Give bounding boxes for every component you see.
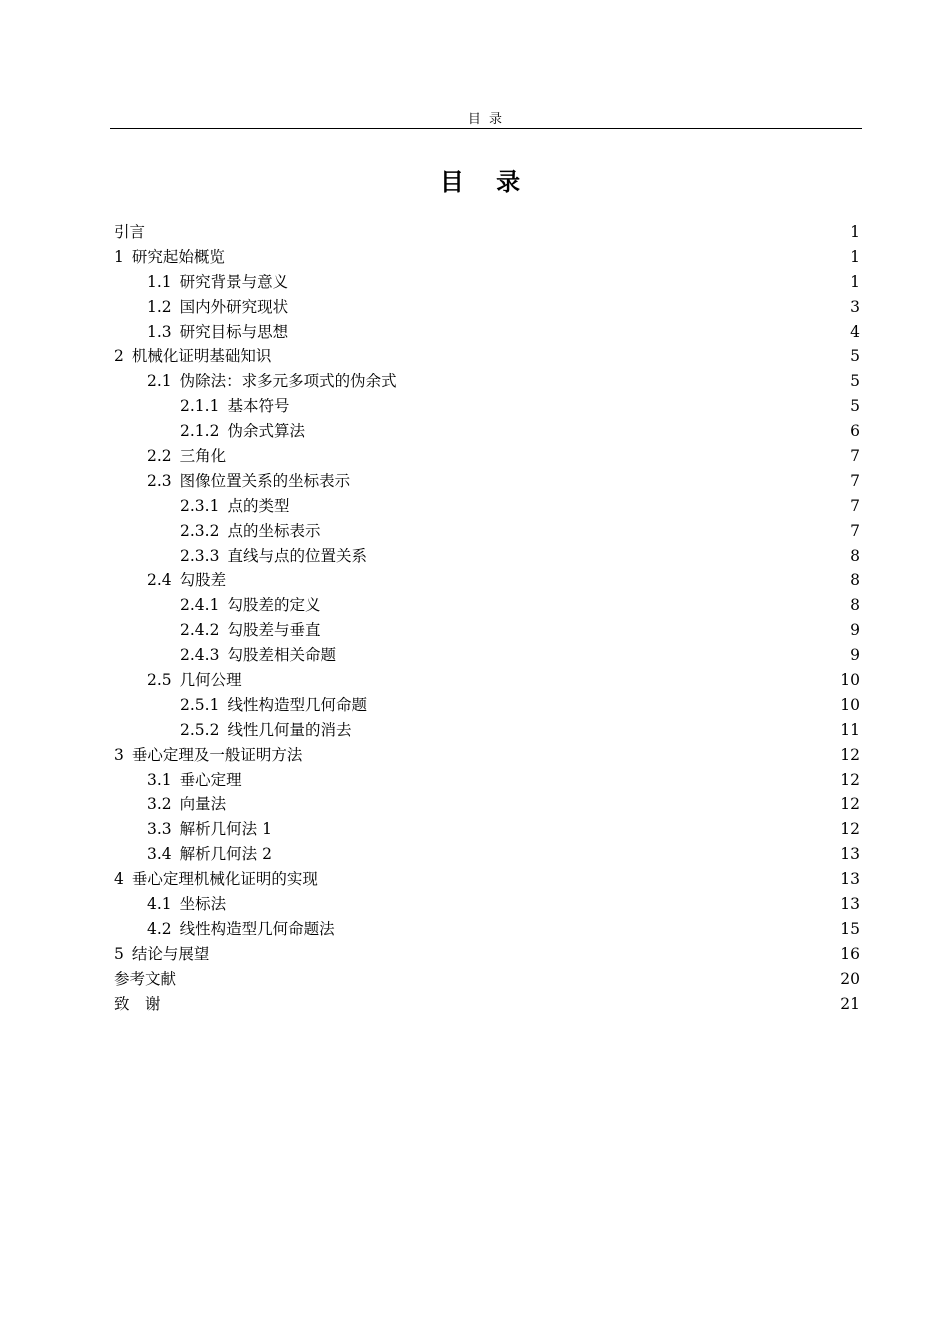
toc-entry-number: 3.4 — [147, 845, 172, 864]
toc-entry-label: 参考文献 — [114, 969, 177, 988]
toc-entry-page: 12 — [840, 795, 860, 814]
toc-entry-page: 7 — [850, 471, 860, 490]
toc-entry[interactable] — [114, 295, 860, 320]
toc-entry-page: 5 — [850, 372, 860, 391]
toc-entry-label: 研究背景与意义 — [179, 272, 289, 291]
toc-entry-page: 7 — [850, 447, 860, 466]
toc-entry-number: 2.4.3 — [180, 646, 220, 665]
toc-entry-number: 2.5.1 — [180, 695, 220, 714]
toc-entry[interactable] — [114, 643, 860, 668]
toc-entry-label: 勾股差与垂直 — [227, 621, 321, 640]
running-header: 目 录 — [467, 112, 505, 127]
toc-entry-number: 1.3 — [147, 322, 172, 341]
toc-entry-label: 勾股差 — [179, 571, 227, 590]
toc-entry-label: 引言 — [114, 223, 146, 241]
toc-entry[interactable] — [114, 344, 860, 369]
toc-entry[interactable] — [114, 444, 860, 469]
toc-entry-page: 9 — [850, 621, 860, 640]
toc-entry[interactable] — [114, 618, 860, 643]
toc-entry-number: 3.1 — [147, 770, 172, 789]
toc-entry-label: 向量法 — [179, 795, 227, 814]
toc-entry-page: 1 — [850, 272, 860, 291]
toc-entry-label: 垂心定理 — [179, 770, 242, 789]
toc-entry-number: 4 — [114, 870, 124, 889]
toc-entry-page: 13 — [840, 895, 860, 914]
toc-entry-page: 13 — [840, 870, 860, 889]
toc-entry[interactable] — [114, 792, 860, 817]
toc-entry-page: 16 — [840, 944, 860, 963]
toc-entry-page: 1 — [850, 247, 860, 266]
toc-entry[interactable] — [114, 469, 860, 494]
toc-entry-label: 勾股差相关命题 — [227, 646, 336, 665]
toc-entry[interactable] — [114, 992, 860, 1017]
toc-entry[interactable] — [114, 369, 860, 394]
toc-entry-label: 线性构造型几何命题 — [227, 695, 367, 714]
toc-entry[interactable] — [114, 743, 860, 768]
toc-entry[interactable] — [114, 942, 860, 967]
toc-entry-number: 2.1 — [147, 372, 172, 391]
toc-entry-label: 垂心定理机械化证明的实现 — [131, 870, 318, 889]
toc-entry[interactable] — [114, 718, 860, 743]
toc-entry-page: 12 — [840, 820, 860, 839]
toc-entry-number: 3.2 — [147, 795, 172, 814]
toc-entry-number: 3.3 — [147, 820, 172, 839]
toc-entry-label: 结论与展望 — [131, 944, 210, 963]
toc-entry-number: 2.2 — [147, 447, 172, 466]
toc-entry-number: 2.4.2 — [180, 621, 220, 640]
toc-entry-label: 图像位置关系的坐标表示 — [179, 471, 351, 490]
toc-entry-number: 2.3.2 — [180, 521, 220, 540]
table-of-contents — [114, 220, 860, 1017]
toc-entry-number: 1.1 — [147, 272, 172, 291]
toc-entry-number: 2.1.1 — [180, 397, 220, 416]
toc-entry-number: 2.1.2 — [180, 422, 220, 441]
toc-entry-number: 5 — [114, 944, 124, 963]
toc-entry-page: 8 — [850, 596, 860, 615]
toc-entry-number: 3 — [114, 745, 124, 764]
toc-entry[interactable] — [114, 768, 860, 793]
toc-entry[interactable] — [114, 817, 860, 842]
toc-entry[interactable] — [114, 917, 860, 942]
toc-entry-label: 点的坐标表示 — [227, 521, 321, 540]
toc-entry-page: 21 — [840, 994, 860, 1013]
toc-entry-page: 9 — [850, 646, 860, 665]
toc-entry-label: 研究目标与思想 — [179, 322, 289, 341]
toc-entry[interactable] — [114, 494, 860, 519]
toc-entry-page: 6 — [850, 422, 860, 441]
toc-entry-number: 2.4.1 — [180, 596, 220, 615]
toc-entry-page: 10 — [840, 671, 860, 690]
toc-entry-page: 8 — [850, 546, 860, 565]
toc-entry-page: 15 — [840, 919, 860, 938]
toc-entry[interactable] — [114, 419, 860, 444]
toc-entry-label: 研究起始概览 — [131, 247, 225, 266]
toc-entry-label: 三角化 — [179, 447, 227, 466]
toc-entry-label: 解析几何法 2 — [179, 845, 272, 864]
toc-entry-label: 坐标法 — [179, 895, 227, 914]
toc-entry[interactable] — [114, 320, 860, 345]
toc-entry-number: 4.2 — [147, 919, 172, 938]
toc-entry-page: 11 — [840, 720, 860, 739]
toc-entry-number: 1 — [114, 247, 124, 266]
toc-entry-number: 2.3.3 — [180, 546, 220, 565]
toc-entry-label: 几何公理 — [179, 671, 242, 690]
toc-entry-number: 2.3 — [147, 471, 172, 490]
toc-entry-page: 1 — [850, 223, 860, 241]
toc-entry-label: 垂心定理及一般证明方法 — [131, 745, 303, 764]
toc-entry-page: 12 — [840, 745, 860, 764]
toc-entry[interactable] — [114, 693, 860, 718]
toc-entry[interactable] — [114, 544, 860, 569]
toc-entry-label: 伪除法：求多元多项式的伪余式 — [179, 372, 397, 391]
toc-entry-label: 致 谢 — [114, 994, 161, 1013]
toc-entry-page: 20 — [840, 969, 860, 988]
toc-entry-number: 1.2 — [147, 297, 172, 316]
toc-entry-page: 13 — [840, 845, 860, 864]
toc-entry-number: 4.1 — [147, 895, 172, 914]
toc-entry-number: 2.5 — [147, 671, 172, 690]
toc-entry-number: 2 — [114, 347, 124, 366]
toc-entry-label: 直线与点的位置关系 — [227, 546, 367, 565]
toc-entry[interactable] — [114, 568, 860, 593]
toc-entry[interactable] — [114, 892, 860, 917]
toc-entry-label: 点的类型 — [227, 496, 290, 515]
toc-entry-label: 机械化证明基础知识 — [131, 347, 272, 366]
toc-entry-number: 2.5.2 — [180, 720, 220, 739]
toc-entry-number: 2.4 — [147, 571, 172, 590]
header-rule — [110, 128, 862, 129]
toc-entry-label: 勾股差的定义 — [227, 596, 321, 615]
toc-entry-page: 7 — [850, 521, 860, 540]
toc-entry[interactable] — [114, 245, 860, 270]
toc-entry-page: 5 — [850, 397, 860, 416]
toc-entry-label: 解析几何法 1 — [179, 820, 272, 839]
toc-entry-page: 10 — [840, 695, 860, 714]
toc-entry[interactable] — [114, 842, 860, 867]
toc-entry[interactable] — [114, 967, 860, 992]
toc-entry-page: 8 — [850, 571, 860, 590]
toc-entry-page: 7 — [850, 496, 860, 515]
toc-entry[interactable] — [114, 519, 860, 544]
toc-entry[interactable] — [114, 668, 860, 693]
toc-entry-label: 基本符号 — [227, 397, 290, 416]
toc-entry-page: 5 — [850, 347, 860, 366]
page-title: 目 录 — [439, 168, 533, 196]
toc-entry-label: 伪余式算法 — [227, 422, 305, 441]
toc-entry[interactable] — [114, 270, 860, 295]
toc-entry[interactable] — [114, 867, 860, 892]
toc-entry-number: 2.3.1 — [180, 496, 220, 515]
toc-entry[interactable] — [114, 220, 860, 245]
toc-entry-label: 国内外研究现状 — [179, 297, 289, 316]
toc-entry[interactable] — [114, 593, 860, 618]
toc-entry-label: 线性几何量的消去 — [227, 720, 352, 739]
toc-entry-page: 12 — [840, 770, 860, 789]
toc-entry-page: 4 — [850, 322, 860, 341]
toc-entry-label: 线性构造型几何命题法 — [179, 919, 335, 938]
toc-entry[interactable] — [114, 394, 860, 419]
toc-entry-page: 3 — [850, 297, 860, 316]
